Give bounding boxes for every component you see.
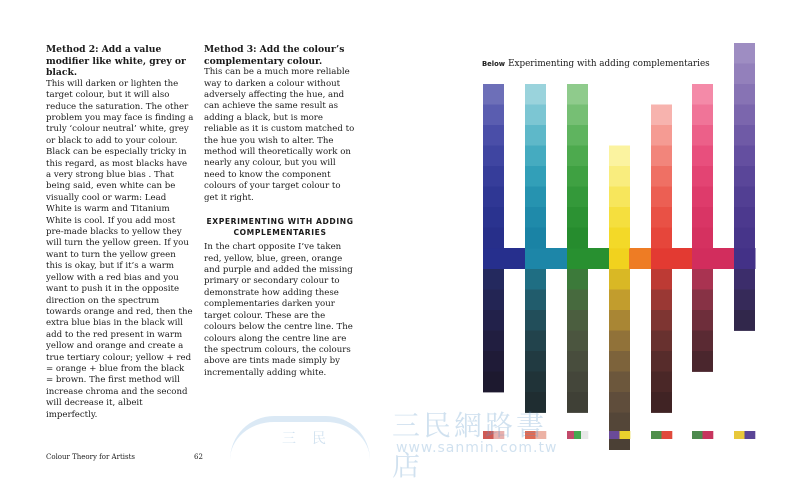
mix-strip-yellow	[609, 431, 620, 439]
watermark-url: www.sanmin.com.tw	[396, 440, 558, 456]
caption-tag: Below	[482, 60, 506, 68]
tint-swatch-pink	[692, 105, 713, 126]
tint-swatch-yellow	[609, 146, 630, 167]
watermark-chinese-text: 三民網路書店	[392, 409, 548, 482]
tint-swatch-blue	[483, 187, 504, 208]
mix-strip-red	[651, 431, 662, 439]
shade-swatch-yellow	[609, 331, 630, 352]
shade-swatch-blue	[483, 331, 504, 352]
tint-swatch-pink	[692, 207, 713, 228]
mix-strip-green	[581, 431, 588, 439]
method3-heading: Method 3: Add the colour’s complementary colour.	[204, 44, 345, 67]
shade-swatch-blue	[483, 310, 504, 331]
tint-swatch-cyan	[525, 187, 546, 208]
tint-swatch-cyan	[525, 105, 546, 126]
shade-swatch-green	[567, 351, 588, 372]
watermark-logo-char-2: 民	[312, 431, 326, 447]
tint-swatch-cyan	[525, 166, 546, 187]
tint-swatch-blue	[483, 207, 504, 228]
shade-swatch-green	[567, 269, 588, 290]
shade-swatch-green	[567, 392, 588, 413]
shade-swatch-red	[651, 331, 672, 352]
tint-swatch-cyan	[525, 125, 546, 146]
shade-swatch-blue	[483, 372, 504, 393]
tint-swatch-purple	[734, 146, 755, 167]
shade-swatch-cyan	[525, 351, 546, 372]
tint-swatch-yellow	[609, 187, 630, 208]
shade-swatch-red	[651, 372, 672, 393]
tint-swatch-cyan	[525, 84, 546, 105]
shade-swatch-pink	[692, 310, 713, 331]
tint-swatch-pink	[692, 166, 713, 187]
spectrum-swatch-yellow	[609, 248, 630, 269]
tint-swatch-purple	[734, 125, 755, 146]
tint-swatch-green	[567, 166, 588, 187]
caption-text: Experimenting with adding complementaries	[508, 59, 710, 69]
method2-heading: Method 2: Add a value modifier like white, grey or black.	[46, 44, 186, 79]
watermark	[230, 400, 570, 482]
shade-swatch-yellow	[609, 351, 630, 372]
watermark-logo	[230, 416, 370, 460]
shade-swatch-pink	[692, 290, 713, 311]
tint-swatch-green	[567, 207, 588, 228]
shade-swatch-yellow	[609, 290, 630, 311]
complementaries-swatch-chart	[470, 40, 770, 450]
tint-swatch-pink	[692, 228, 713, 249]
shade-swatch-yellow	[609, 392, 630, 413]
shade-swatch-blue	[483, 269, 504, 290]
shade-swatch-green	[567, 372, 588, 393]
tint-swatch-pink	[692, 84, 713, 105]
text-column-right	[204, 44, 356, 379]
tint-swatch-yellow	[609, 166, 630, 187]
mix-strip-pink	[703, 431, 714, 439]
shade-swatch-yellow	[609, 372, 630, 393]
shade-swatch-yellow	[609, 310, 630, 331]
tint-swatch-red	[651, 187, 672, 208]
shade-swatch-green	[567, 331, 588, 352]
tint-swatch-pink	[692, 187, 713, 208]
tint-swatch-green	[567, 125, 588, 146]
text-column-left	[46, 44, 194, 421]
tint-swatch-blue	[483, 105, 504, 126]
tint-swatch-cyan	[525, 228, 546, 249]
tint-swatch-blue	[483, 84, 504, 105]
tint-swatch-blue	[483, 125, 504, 146]
tint-swatch-purple	[734, 64, 755, 85]
tint-swatch-green	[567, 187, 588, 208]
mix-strip-red	[662, 431, 673, 439]
tint-swatch-red	[651, 166, 672, 187]
tint-swatch-red	[651, 105, 672, 126]
shade-swatch-green	[567, 310, 588, 331]
shade-swatch-pink	[692, 269, 713, 290]
tint-swatch-green	[567, 105, 588, 126]
spectrum-swatch-purple	[734, 248, 756, 269]
shade-swatch-purple	[734, 269, 755, 290]
spectrum-swatch-cyan	[525, 248, 568, 269]
shade-swatch-cyan	[525, 310, 546, 331]
spectrum-swatch-red	[651, 248, 693, 269]
shade-swatch-pink	[692, 331, 713, 352]
shade-swatch-red	[651, 392, 672, 413]
tint-swatch-pink	[692, 125, 713, 146]
method2-body: This will darken or lighten the target colour, but it will also reduce the saturation. The other problem you may face is finding a truly ‘colour neutral’ white, grey or black to add to your colour. Black can be especially tricky in this regard, as most blacks have a very strong blue bias . That being said, even white can be visually cool or warm: Lead White is warm and Titanium White is cool. If you add most pre-made blacks to yellow they will turn the yellow green. If you want to turn the yellow green this is okay, but if it’s a warm yellow with a red bias and you want to push it in the opposite direction on the spectrum towards orange and red, then the extra blue bias in the black will add to the red present in warm yellow and orange and create a true tertiary colour; yellow + red = orange + blue from the black = brown. The first method will increase chroma and the second will decrease it, albeit imperfectly.	[46, 78, 194, 420]
shade-swatch-cyan	[525, 269, 546, 290]
mix-strip-purple	[745, 431, 756, 439]
shade-swatch-cyan	[525, 372, 546, 393]
method3-body: This can be a much more reliable way to darken a colour without adversely affecting the hue, and can achieve the same result as adding a black, but is more reliable as it is custom matched to the hue you wish to alter. The method will theoretically work on nearly any colour, but you will need to know the component colours of your target colour to get it right.	[204, 67, 355, 203]
tint-swatch-yellow	[609, 207, 630, 228]
mix-strip-pink	[692, 431, 703, 439]
shade-swatch-yellow	[609, 413, 630, 434]
shade-swatch-pink	[692, 351, 713, 372]
tint-swatch-purple	[734, 166, 755, 187]
shade-swatch-red	[651, 310, 672, 331]
tint-swatch-green	[567, 84, 588, 105]
spectrum-swatch-blue	[483, 248, 526, 269]
shade-swatch-red	[651, 290, 672, 311]
shade-swatch-cyan	[525, 290, 546, 311]
tint-swatch-green	[567, 228, 588, 249]
shade-swatch-yellow	[609, 269, 630, 290]
mix-strip-purple	[734, 431, 745, 439]
tint-swatch-purple	[734, 228, 755, 249]
shade-swatch-purple	[734, 290, 755, 311]
spectrum-swatch-green	[567, 248, 610, 269]
tint-swatch-purple	[734, 84, 755, 105]
tint-swatch-green	[567, 146, 588, 167]
tint-swatch-cyan	[525, 207, 546, 228]
shade-swatch-red	[651, 269, 672, 290]
spectrum-swatch-orange	[629, 248, 652, 269]
tint-swatch-pink	[692, 146, 713, 167]
shade-swatch-blue	[483, 290, 504, 311]
shade-swatch-blue	[483, 351, 504, 372]
tint-swatch-blue	[483, 146, 504, 167]
tint-swatch-red	[651, 207, 672, 228]
shade-swatch-green	[567, 290, 588, 311]
footer-book-title: Colour Theory for Artists	[46, 453, 135, 461]
shade-swatch-purple	[734, 310, 755, 331]
tint-swatch-blue	[483, 228, 504, 249]
tint-swatch-cyan	[525, 146, 546, 167]
section-body: In the chart opposite I’ve taken red, yellow, blue, green, orange and purple and added the missing primary or secondary colour to demonstrate how adding these complementaries darken your target colour. These are the colours below the centre line. The colours along the centre line are the spectrum colours, the colours above are tints made simply by incrementally adding white.	[204, 242, 353, 378]
watermark-logo-char-1: 三	[282, 431, 296, 447]
spectrum-swatch-pink	[692, 248, 735, 269]
mix-strip-green	[574, 431, 581, 439]
shade-swatch-red	[651, 351, 672, 372]
section-heading: EXPERIMENTING WITH ADDING COMPLEMENTARIES	[206, 217, 354, 237]
shade-swatch-cyan	[525, 331, 546, 352]
footer-page-number: 62	[194, 453, 203, 461]
tint-swatch-yellow	[609, 228, 630, 249]
tint-swatch-red	[651, 228, 672, 249]
tint-swatch-red	[651, 125, 672, 146]
tint-swatch-blue	[483, 166, 504, 187]
tint-swatch-purple	[734, 187, 755, 208]
tint-swatch-purple	[734, 43, 755, 64]
tint-swatch-purple	[734, 207, 755, 228]
tint-swatch-red	[651, 146, 672, 167]
mix-strip-yellow	[620, 431, 631, 439]
tint-swatch-purple	[734, 105, 755, 126]
